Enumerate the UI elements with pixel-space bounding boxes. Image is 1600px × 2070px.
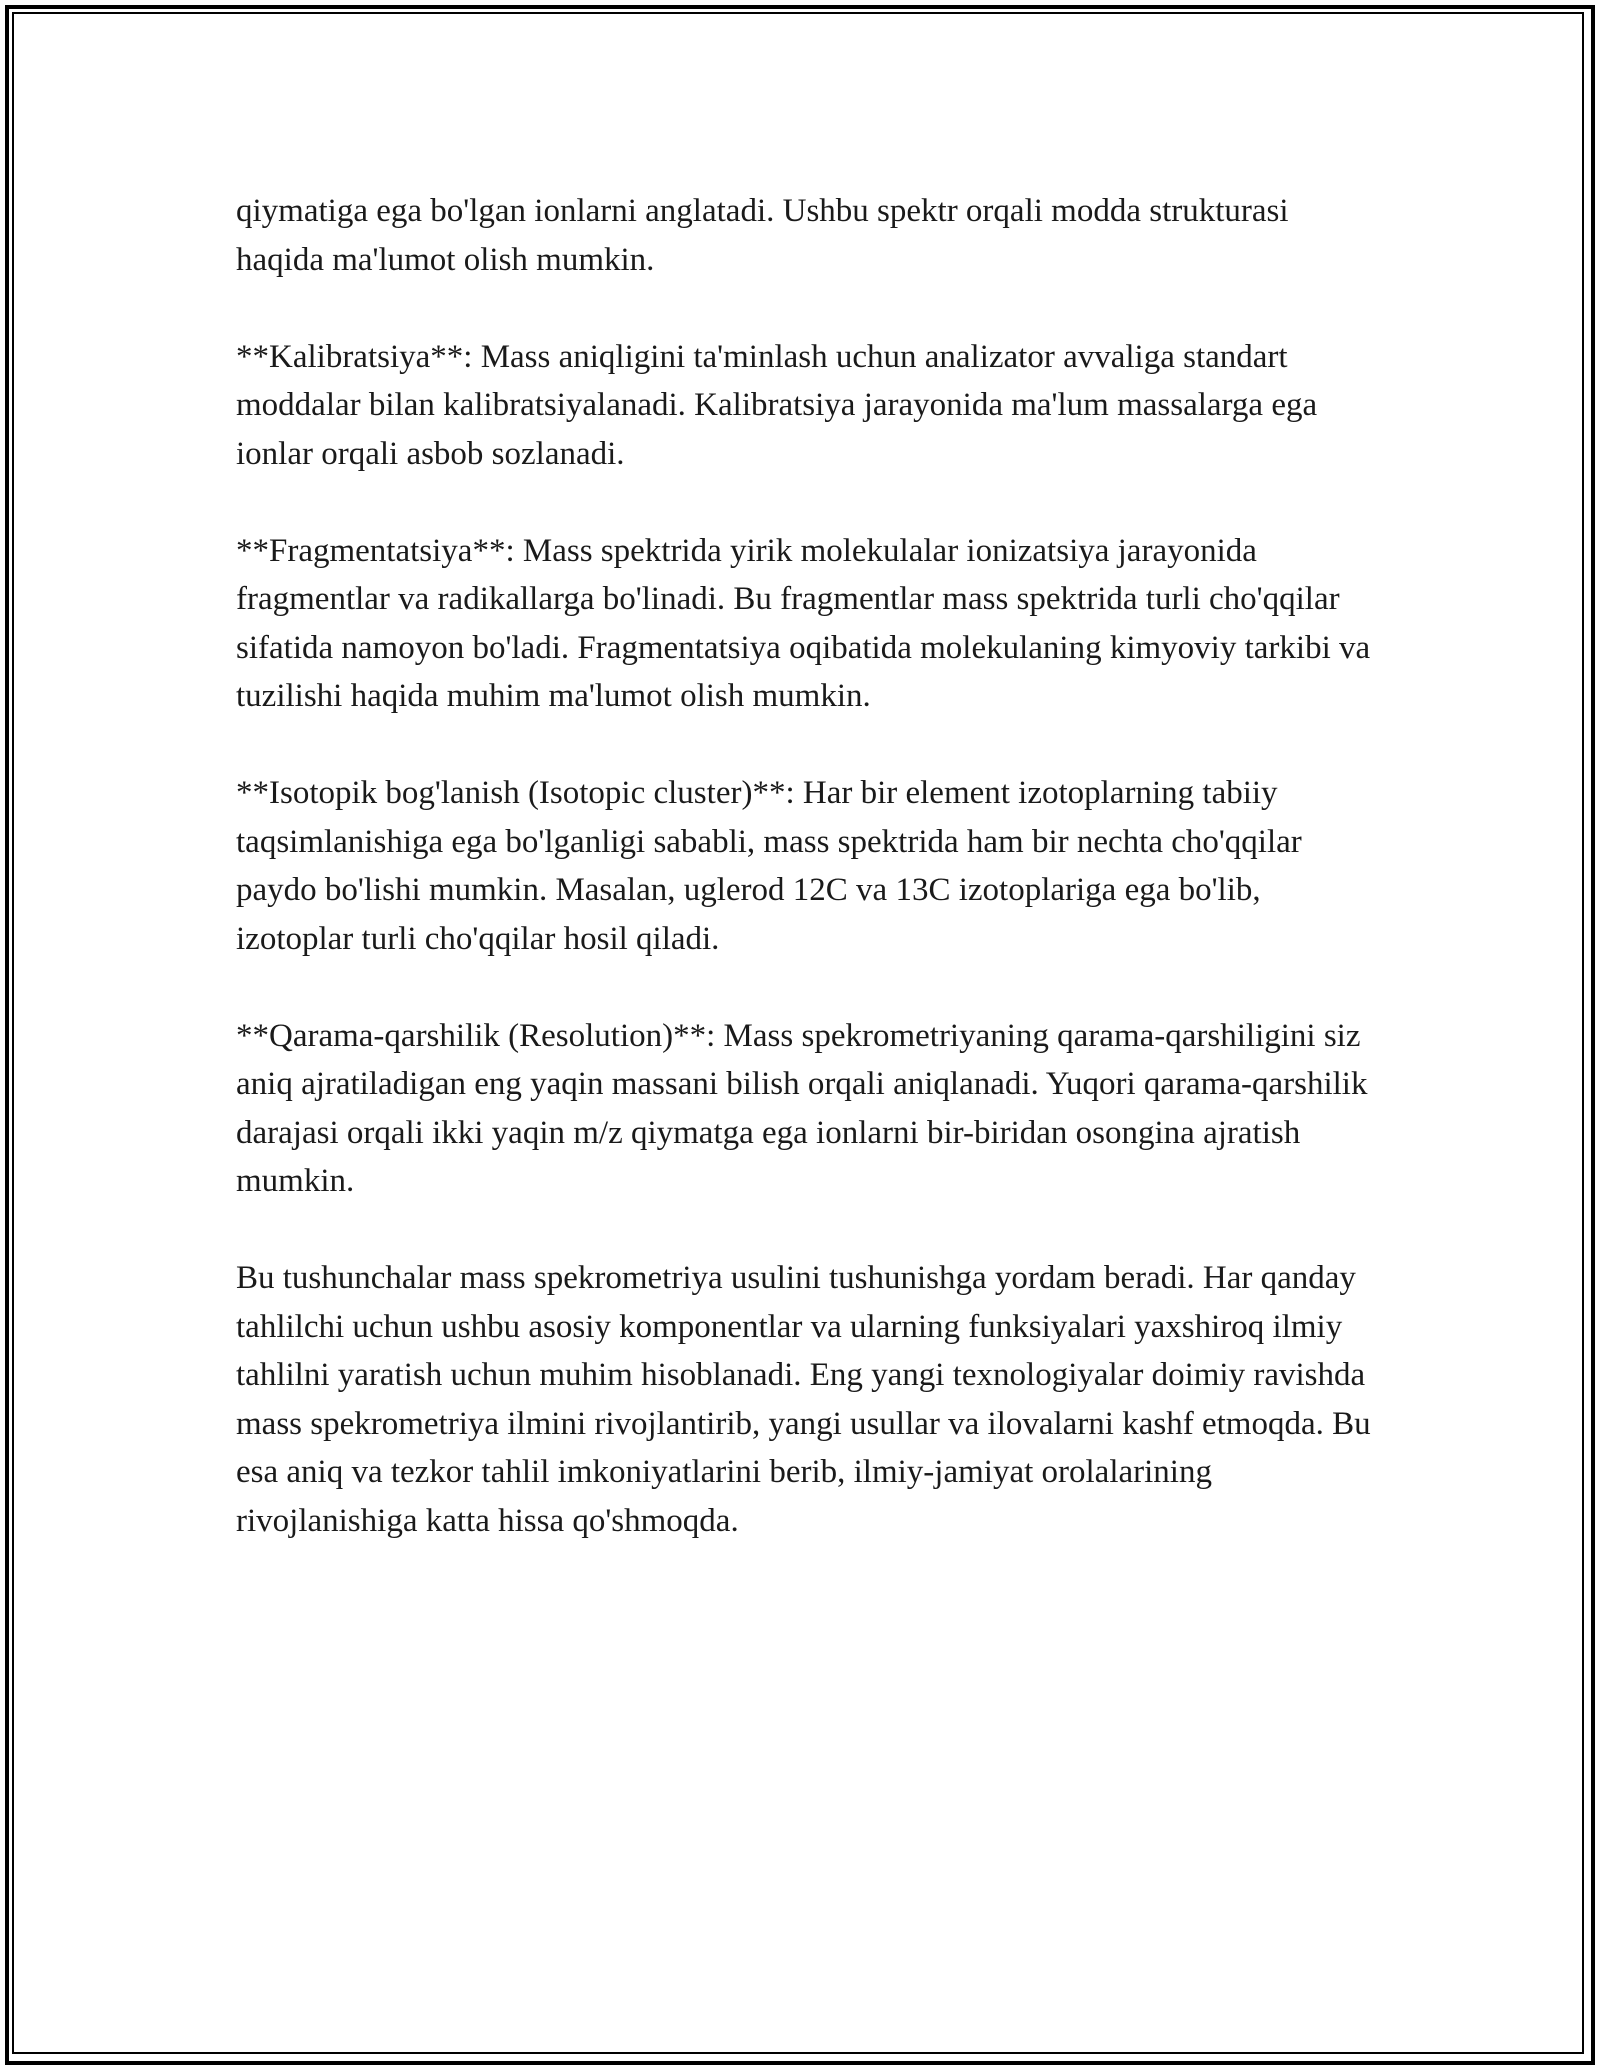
paragraph-isotopic-cluster: **Isotopik bog'lanish (Isotopic cluster)**: Har bir element izotoplarning tabiiy taqsimlanishiga ega bo'lganligi sababli, mass spektrida ham bir nechta cho'qqilar paydo bo'lishi mumkin. Masalan, uglerod 12C va 13C izotoplariga ega bo'lib, izotoplar turli cho'qqilar hosil qiladi. [236, 775, 1302, 957]
paragraph-calibration: **Kalibratsiya**: Mass aniqligini ta'minlash uchun analizator avvaliga standart moddalar bilan kalibratsiyalanadi. Kalibratsiya jarayonida ma'lum massalarga ega ionlar orqali asbob sozlanadi. [236, 338, 1318, 472]
paragraph-spectrum-continuation: qiymatiga ega bo'lgan ionlarni anglatadi. Ushbu spektr orqali modda strukturasi haqida ma'lumot olish mumkin. [236, 193, 1289, 278]
document-body [236, 187, 1376, 1545]
paragraph-fragmentation: **Fragmentatsiya**: Mass spektrida yirik molekulalar ionizatsiya jarayonida fragmentlar va radikallarga bo'linadi. Bu fragmentlar mass spektrida turli cho'qqilar sifatida namoyon bo'ladi. Fragmentatsiya oqibatida molekulaning kimyoviy tarkibi va tuzilishi haqida muhim ma'lumot olish mumkin. [236, 532, 1371, 714]
paragraph-resolution: **Qarama-qarshilik (Resolution)**: Mass spekrometriyaning qarama-qarshiligini siz aniq ajratiladigan eng yaqin massani bilish orqali aniqlanadi. Yuqori qarama-qarshilik darajasi orqali ikki yaqin m/z qiymatga ega ionlarni bir-biridan osongina ajratish mumkin. [236, 1017, 1368, 1199]
paragraph-conclusion: Bu tushunchalar mass spekrometriya usulini tushunishga yordam beradi. Har qanday tahlilchi uchun ushbu asosiy komponentlar va ularning funksiyalari yaxshiroq ilmiy tahlilni yaratish uchun muhim hisoblanadi. Eng yangi texnologiyalar doimiy ravishda mass spekrometriya ilmini rivojlantirib, yangi usullar va ilovalarni kashf etmoqda. Bu esa aniq va tezkor tahlil imkoniyatlarini berib, ilmiy-jamiyat orolalarining rivojlanishiga katta hissa qo'shmoqda. [236, 1260, 1371, 1539]
